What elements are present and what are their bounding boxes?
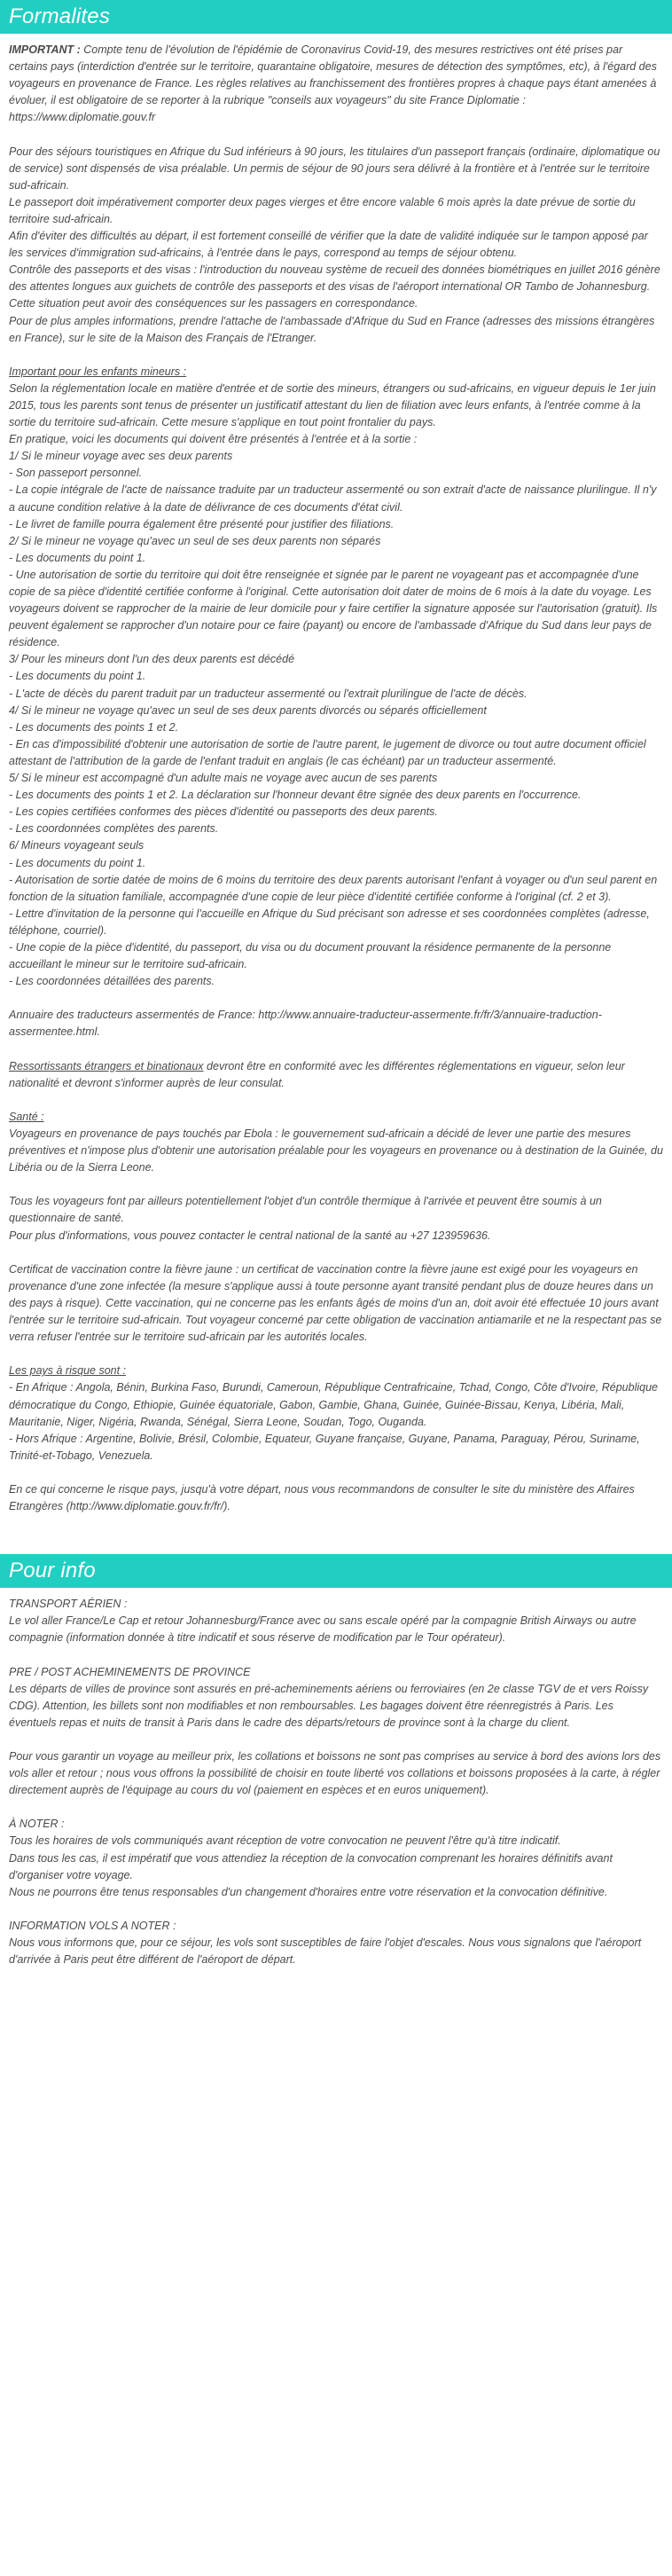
text-run: - Les coordonnées complètes des parents. xyxy=(9,822,219,836)
text-line xyxy=(9,973,663,990)
text-line xyxy=(9,1664,663,1681)
text-run: - Lettre d'invitation de la personne qui l'accueille en Afrique du Sud précisant son adresse et ses coordonnées complètes (adresse, téléphone, courriel). xyxy=(9,907,650,937)
text-run: - Les documents du point 1. xyxy=(9,856,146,869)
text-run: Tous les voyageurs font par ailleurs potentiellement l'objet d'un contrôle thermique à l'arrivée et peuvent être soumis à un questionnaire de santé. xyxy=(9,1195,602,1225)
text-line xyxy=(9,262,663,312)
bold-label: IMPORTANT : xyxy=(9,43,84,56)
text-run: 5/ Si le mineur est accompagné d'un adulte mais ne voyage avec aucun de ses parents xyxy=(9,772,438,785)
pour-info-section xyxy=(0,1554,672,1968)
text-line xyxy=(9,770,663,787)
text-run: En pratique, voici les documents qui doivent être présentés à l'entrée et à la sortie : xyxy=(9,433,418,446)
paragraph-block xyxy=(9,364,663,990)
paragraph-block xyxy=(9,1748,663,1799)
text-line xyxy=(9,42,663,126)
text-line xyxy=(9,1228,663,1245)
underlined-heading: Ressortissants étrangers et binationaux xyxy=(9,1059,204,1072)
text-run: Voyageurs en provenance de pays touchés par Ebola : le gouvernement sud-africain a décidé de lever une partie des mesures préventives et n'impose plus d'obtenir une autorisation préalable pour les voyageurs en provenance ou à destination de la Guinée, du Libéria ou de la Sierra Leone. xyxy=(9,1127,663,1174)
text-line xyxy=(9,939,663,973)
text-line xyxy=(9,1748,663,1799)
section-content xyxy=(0,1588,672,1968)
text-run: - Autorisation de sortie datée de moins de 6 moins du territoire des deux parents autorisant l'enfant à voyager ou d'un seul parent en fonction de la situation familiale, accompagnée d'une copie de leur pièce d'identité certifiée conforme à l'original (cf. 2 et 3). xyxy=(9,873,658,903)
text-run: 1/ Si le mineur voyage avec ses deux parents xyxy=(9,450,233,463)
text-line xyxy=(9,1431,663,1465)
text-line xyxy=(9,1379,663,1430)
text-run: Les départs de villes de province sont assurés en pré-acheminements aériens ou ferroviaires (en 2e classe TGV de et vers Roissy CDG). Attention, les billets sont non modifiables et non remboursables. Les bagages doivent être réenregistrés à Paris. Les éventuels repas et nuits de transit à Paris dans le cadre des départs/retours de province sont à la charge du client. xyxy=(9,1682,649,1729)
text-run: Nous vous informons que, pour ce séjour, les vols sont susceptibles de faire l'objet d'escales. Nous vous signalons que l'aéroport d'arrivée à Paris peut être différent de l'aéroport de départ. xyxy=(9,1936,642,1967)
text-run: Selon la réglementation locale en matière d'entrée et de sortie des mineurs, étrangers ou sud-africains, en vigueur depuis le 1er juin 2015, tous les parents sont tenus de présenter un justificatif attestant du lien de filiation avec leurs enfants, à l'entrée comme à la sortie du territoire sud-africain. Cette mesure s'applique en tout point frontalier du pays. xyxy=(9,381,656,429)
text-run: devront être en conformité avec les différentes réglementations en vigueur, selon leur nationalité et devront s'informer auprès de leur consulat. xyxy=(9,1059,625,1089)
section-content xyxy=(0,34,672,1515)
text-line xyxy=(9,736,663,770)
text-line xyxy=(9,1109,663,1126)
text-run: - Les copies certifiées conformes des pièces d'identité ou passeports des deux parents. xyxy=(9,805,438,819)
paragraph-block xyxy=(9,1058,663,1092)
text-line xyxy=(9,703,663,719)
text-line xyxy=(9,1613,663,1646)
text-line xyxy=(9,1058,663,1092)
text-run: - L'acte de décès du parent traduit par un traducteur assermenté ou l'extrait plurilingue de l'acte de décès. xyxy=(9,687,527,700)
text-run: - En cas d'impossibilité d'obtenir une autorisation de sortie de l'autre parent, le jugement de divorce ou tout autre document officiel attestant de l'attribution de la garde de l'enfant traduit en anglais (le cas échéant) par un traducteur assermenté. xyxy=(9,737,646,767)
text-line xyxy=(9,1193,663,1227)
text-line xyxy=(9,1481,663,1515)
text-line xyxy=(9,567,663,651)
text-run: Dans tous les cas, il est impératif que vous attendiez la réception de la convocation comprenant les horaires définitifs avant d'organiser votre voyage. xyxy=(9,1851,613,1881)
text-line xyxy=(9,533,663,550)
text-run: Le vol aller France/Le Cap et retour Johannesburg/France avec ou sans escale opéré par la compagnie British Airways ou autre compagnie (information donnée à titre indicatif et sous réserve de modification par le Tour opérateur). xyxy=(9,1614,637,1645)
paragraph-block xyxy=(9,42,663,126)
text-run: 3/ Pour les mineurs dont l'un des deux parents est décédé xyxy=(9,653,295,666)
text-run: INFORMATION VOLS A NOTER : xyxy=(9,1919,176,1932)
text-run: - Une autorisation de sortie du territoire qui doit être renseignée et signée par le parent ne voyageant pas et accompagnée d'une copie de sa pièce d'identité certifiée conforme à l'original. Cette autorisation doit dater de moins de 6 mois à la date du voyage. Les voyageurs doivent se rapprocher de la mairie de leur domicile pour y faire certifier la signature apposée sur l'autorisation (gratuit). Ils peuvent également se rapprocher d'un notaire pour ce faire (payant) ou encore de l'ambassade d'Afrique du Sud dans leur pays de résidence. xyxy=(9,568,658,649)
text-run: 4/ Si le mineur ne voyage qu'avec un seul de ses deux parents divorcés ou séparés officiellement xyxy=(9,703,487,717)
text-run: - Hors Afrique : Argentine, Bolivie, Brésil, Colombie, Equateur, Guyane française, Guyane, Panama, Paraguay, Pérou, Suriname, Trinité-et-Tobago, Venezuela. xyxy=(9,1432,640,1462)
paragraph-block xyxy=(9,1007,663,1041)
text-run: - Les documents du point 1. xyxy=(9,551,146,564)
text-line xyxy=(9,1816,663,1833)
text-run: À NOTER : xyxy=(9,1818,65,1831)
underlined-heading: Important pour les enfants mineurs : xyxy=(9,365,187,378)
text-line xyxy=(9,872,663,906)
text-line xyxy=(9,855,663,872)
text-run: 6/ Mineurs voyageant seuls xyxy=(9,839,145,852)
text-run: TRANSPORT AÉRIEN : xyxy=(9,1598,128,1611)
text-run: Certificat de vaccination contre la fièvre jaune : un certificat de vaccination contre la fièvre jaune est exigé pour les voyageurs en provenance d'une zone infectée (la mesure s'applique aussi à toute personne ayant transité pendant plus de douze heures dans un des pays à risque). Cette vaccination, qui ne concerne pas les enfants âgés de moins d'un an, doit avoir été effectuée 10 jours avant l'entrée sur le territoire sud-africain. Tout voyageur concerné par cette obligation de vaccination antiamarile et ne la respectant pas se verra refuser l'entrée sur le territoire sud-africain par les autorités locales. xyxy=(9,1262,662,1344)
text-line xyxy=(9,719,663,736)
text-run: - En Afrique : Angola, Bénin, Burkina Faso, Burundi, Cameroun, République Centrafricaine, Tchad, Congo, Côte d'Ivoire, République démocratique du Congo, Ethiopie, Guinée équatoriale, Gabon, Gambie, Ghana, Guinée, Guinée-Bissau, Kenya, Libéria, Mali, Mauritanie, Niger, Nigéria, Rwanda, Sénégal, Sierra Leone, Soudan, Togo, Ouganda. xyxy=(9,1381,658,1428)
text-line xyxy=(9,465,663,482)
text-line xyxy=(9,550,663,567)
underlined-heading: Les pays à risque sont : xyxy=(9,1364,127,1378)
paragraph-block xyxy=(9,1193,663,1244)
text-line xyxy=(9,228,663,262)
text-line xyxy=(9,381,663,431)
text-run: - Les documents du point 1. xyxy=(9,670,146,683)
text-run: Pour plus d'informations, vous pouvez contacter le central national de la santé au +27 123959636. xyxy=(9,1229,491,1242)
paragraph-block xyxy=(9,144,663,347)
paragraph-block xyxy=(9,1918,663,1968)
text-run: PRE / POST ACHEMINEMENTS DE PROVINCE xyxy=(9,1665,251,1678)
section-title: Formalites xyxy=(0,0,672,34)
text-line xyxy=(9,837,663,854)
text-line xyxy=(9,1261,663,1346)
text-run: - Une copie de la pièce d'identité, du passeport, du visa ou du document prouvant la résidence permanente de la personne accueillant le mineur sur le territoire sud-africain. xyxy=(9,940,612,971)
text-line xyxy=(9,144,663,194)
paragraph-block xyxy=(9,1261,663,1346)
text-run: - La copie intégrale de l'acte de naissance traduite par un traducteur assermenté ou son extrait d'acte de naissance plurilingue. Il n'y a aucune condition relative à la date de délivrance de ces documents d'état civil. xyxy=(9,483,657,514)
text-line xyxy=(9,1363,663,1379)
text-line xyxy=(9,651,663,668)
text-line xyxy=(9,821,663,837)
text-line xyxy=(9,313,663,347)
section-title: Pour info xyxy=(0,1554,672,1588)
text-run: 2/ Si le mineur ne voyage qu'avec un seul de ses deux parents non séparés xyxy=(9,534,381,547)
text-line xyxy=(9,1007,663,1041)
text-run: En ce qui concerne le risque pays, jusqu'à votre départ, nous vous recommandons de consulter le site du ministère des Affaires Etrangères (http://www.diplomatie.gouv.fr/fr/). xyxy=(9,1482,635,1513)
text-run: Pour de plus amples informations, prendre l'attache de l'ambassade d'Afrique du Sud en France (adresses des missions étrangères en France), sur le site de la Maison des Français de l'Etranger. xyxy=(9,314,655,344)
text-line xyxy=(9,482,663,515)
text-line xyxy=(9,787,663,804)
paragraph-block xyxy=(9,1109,663,1176)
text-line xyxy=(9,686,663,703)
text-run: - Les coordonnées détaillées des parents. xyxy=(9,975,215,988)
text-run: - Les documents des points 1 et 2. La déclaration sur l'honneur devant être signée des deux parents en l'occurrence. xyxy=(9,789,582,802)
text-line xyxy=(9,1681,663,1732)
text-line xyxy=(9,906,663,939)
text-line xyxy=(9,1596,663,1613)
text-run: - Les documents des points 1 et 2. xyxy=(9,720,179,734)
text-line xyxy=(9,1850,663,1884)
text-run: Le passeport doit impérativement comporter deux pages vierges et être encore valable 6 mois après la date prévue de sortie du territoire sud-africain. xyxy=(9,195,636,225)
text-run: - Son passeport personnel. xyxy=(9,467,143,480)
text-line xyxy=(9,1935,663,1968)
text-run: Afin d'éviter des difficultés au départ, il est fortement conseillé de vérifier que la date de validité indiquée sur le tampon apposé par les services d'immigration sud-africains, à l'entrée dans le pays, correspond au temps de séjour obtenu. xyxy=(9,230,648,260)
text-run: - Le livret de famille pourra également être présenté pour justifier des filiations. xyxy=(9,517,395,530)
text-line xyxy=(9,1884,663,1901)
paragraph-block xyxy=(9,1664,663,1732)
text-run: Tous les horaires de vols communiqués avant réception de votre convocation ne peuvent l'être qu'à titre indicatif. xyxy=(9,1834,561,1848)
text-line xyxy=(9,364,663,381)
text-run: Pour vous garantir un voyage au meilleur prix, les collations et boissons ne sont pas comprises au service à bord des avions lors des vols aller et retour ; nous vous offrons la possibilité de choisir en toute liberté vos collations et boissons proposées à la carte, à régler directement auprès de l'équipage au cours du vol (paiement en espèces et en euros uniquement). xyxy=(9,1750,661,1797)
text-run: Contrôle des passeports et des visas : l'introduction du nouveau système de recueil des données biométriques en juillet 2016 génère des attentes longues aux guichets de contrôle des passeports et des visas de l'aéroport international OR Tambo de Johannesburg. Cette situation peut avoir des conséquences sur les passagers en correspondance. xyxy=(9,263,660,310)
text-line xyxy=(9,668,663,685)
text-line xyxy=(9,1918,663,1935)
text-line xyxy=(9,1126,663,1176)
text-run: Annuaire des traducteurs assermentés de France: http://www.annuaire-traducteur-assermente.fr/fr/3/annuaire-traduction-assermentee.html. xyxy=(9,1009,602,1039)
text-line xyxy=(9,448,663,465)
text-run: Compte tenu de l'évolution de l'épidémie de Coronavirus Covid-19, des mesures restrictives ont été prises par certains pays (interdiction d'entrée sur le territoire, quarantaine obligatoire, mesures de détection des symptômes, etc), à l'égard des voyageurs en provenance de France. Les règles relatives au franchissement des frontières propres à chaque pays étant amenées à évoluer, il est obligatoire de se reporter à la rubrique "conseils aux voyageurs" du site France Diplomatie : https://www.diplomatie.gouv.fr xyxy=(9,43,657,124)
text-run: Nous ne pourrons être tenus responsables d'un changement d'horaires entre votre réservation et la convocation définitive. xyxy=(9,1885,608,1898)
paragraph-block xyxy=(9,1481,663,1515)
text-line xyxy=(9,1833,663,1850)
underlined-heading: Santé : xyxy=(9,1110,44,1123)
text-line xyxy=(9,516,663,533)
text-line xyxy=(9,804,663,821)
paragraph-block xyxy=(9,1596,663,1646)
text-line xyxy=(9,431,663,448)
paragraph-block xyxy=(9,1363,663,1465)
paragraph-block xyxy=(9,1816,663,1900)
text-line xyxy=(9,194,663,228)
text-run: Pour des séjours touristiques en Afrique du Sud inférieurs à 90 jours, les titulaires d'un passeport français (ordinaire, diplomatique ou de service) sont dispensés de visa préalable. Un permis de séjour de 90 jours sera délivré à la frontière et à l'entrée sur le territoire sud-africain. xyxy=(9,145,660,192)
